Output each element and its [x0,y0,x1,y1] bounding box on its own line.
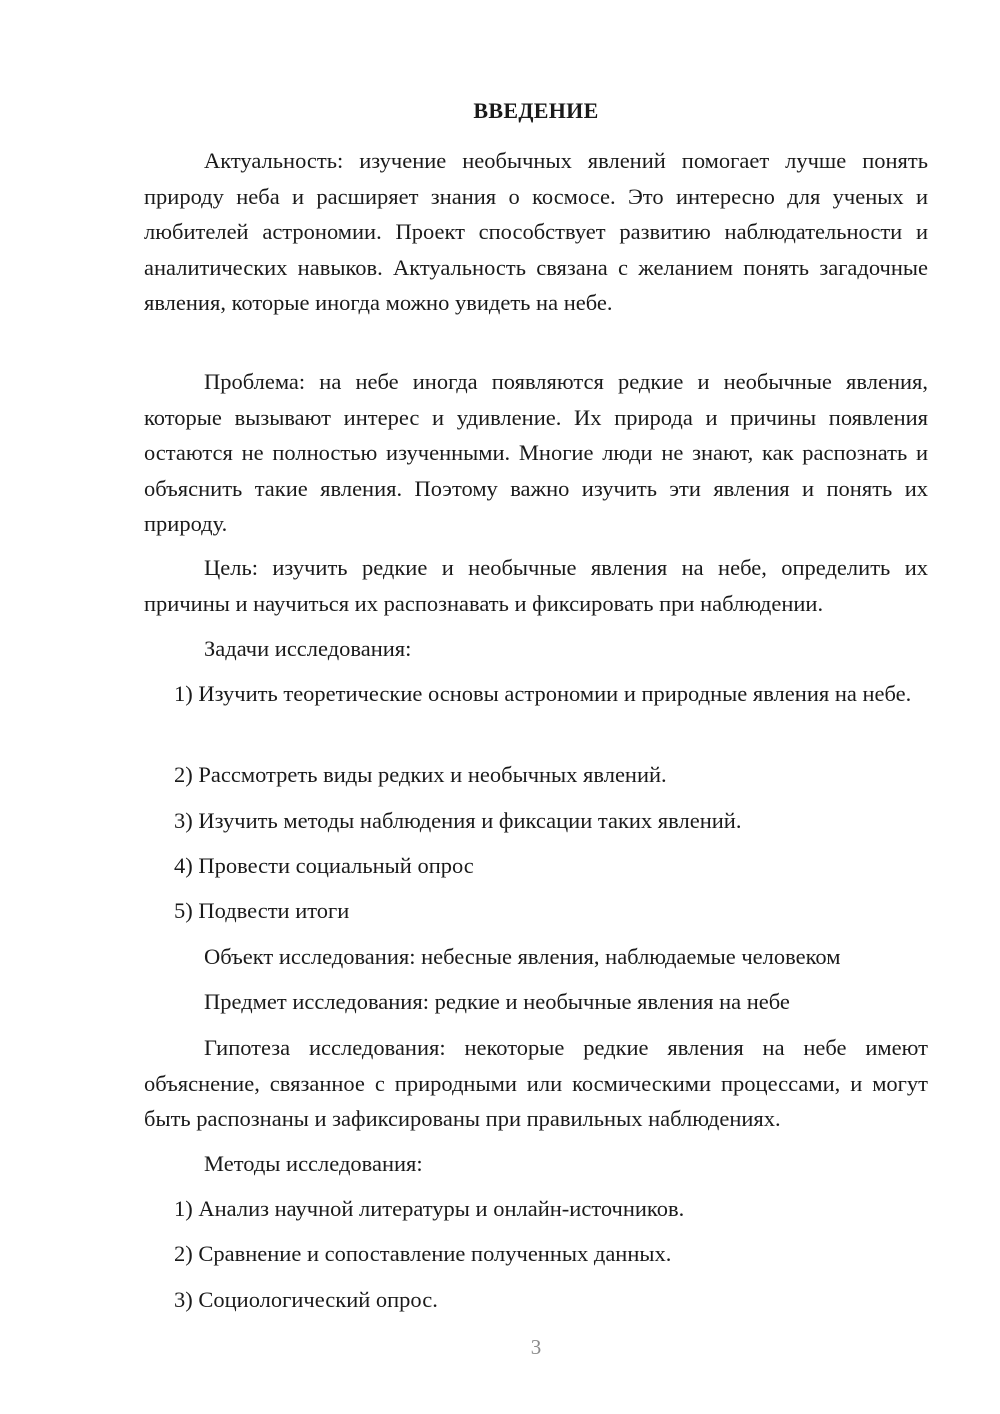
methods-title: Методы исследования: [204,1151,423,1176]
task-item: 3) Изучить методы наблюдения и фиксации таких явлений. [174,808,742,833]
method-item: 1) Анализ научной литературы и онлайн-источников. [174,1196,685,1221]
problem-paragraph: Проблема: на небе иногда появляются редкие и необычные явления, которые вызывают интерес и удивление. Их природа и причины появления остаются не полностью изученными. Многие люди не знают, как распознать и объяснить такие явления. Поэтому важно изучить эти явления и понять их природу. [144,369,928,536]
goal-paragraph: Цель: изучить редкие и необычные явления на небе, определить их причины и научиться их распознавать и фиксировать при наблюдении. [144,555,928,616]
hypothesis-paragraph: Гипотеза исследования: некоторые редкие явления на небе имеют объяснение, связанное с природными или космическими процессами, и могут быть распознаны и зафиксированы при правильных наблюдениях. [144,1035,928,1131]
object-line: Объект исследования: небесные явления, наблюдаемые человеком [204,944,841,969]
task-item: 5) Подвести итоги [174,898,350,923]
page-number: 3 [530,1335,542,1359]
page-title: ВВЕДЕНИЕ [473,98,599,123]
method-item: 2) Сравнение и сопоставление полученных данных. [174,1241,672,1266]
task-item: 2) Рассмотреть виды редких и необычных явлений. [174,762,667,787]
relevance-paragraph: Актуальность: изучение необычных явлений помогает лучше понять природу неба и расширяет знания о космосе. Это интересно для ученых и любителей астрономии. Проект способствует развитию наблюдательности и аналитических навыков. Актуальность связана с желанием понять загадочные явления, которые иногда можно увидеть на небе. [144,148,928,315]
tasks-title: Задачи исследования: [204,636,412,661]
task-item: 4) Провести социальный опрос [174,853,474,878]
subject-line: Предмет исследования: редкие и необычные явления на небе [204,989,790,1014]
task-item: 1) Изучить теоретические основы астрономии и природные явления на небе. [174,681,912,706]
method-item: 3) Социологический опрос. [174,1287,438,1312]
